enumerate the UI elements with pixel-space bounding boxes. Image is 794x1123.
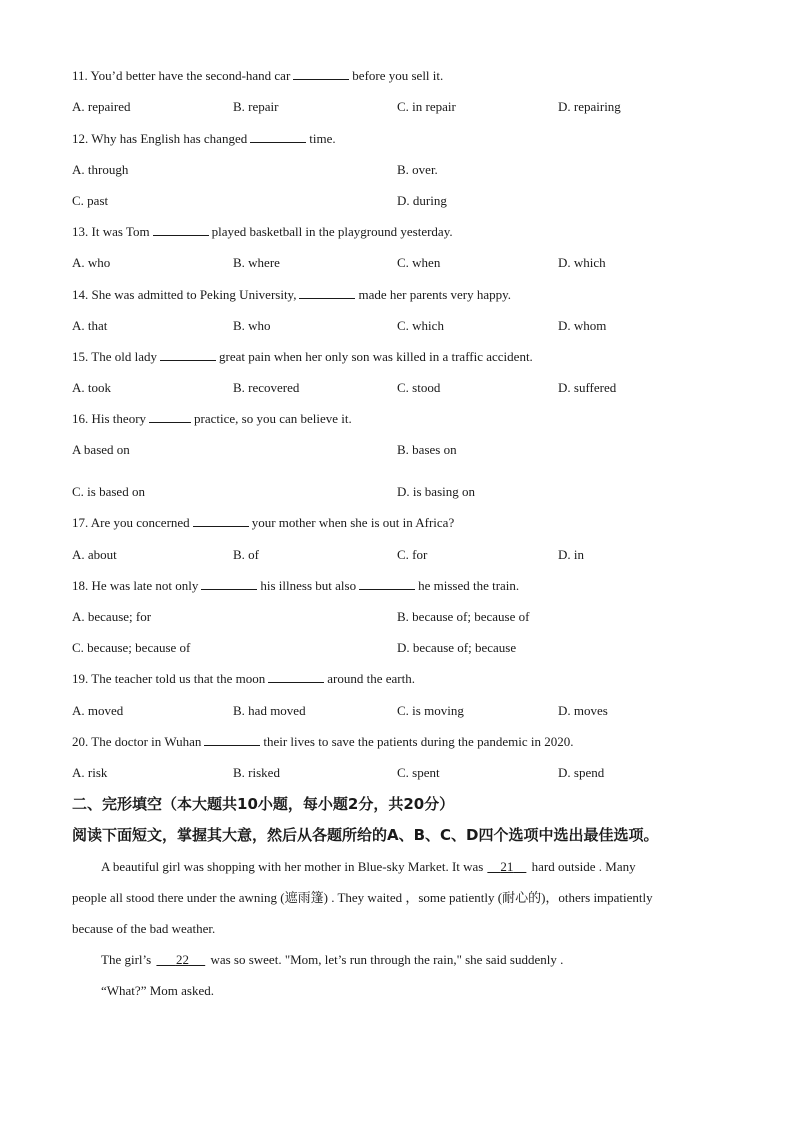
question-stem-end: before you sell it. [352, 68, 444, 83]
question-14 [72, 287, 511, 303]
question-stem-mid: his illness but also [260, 578, 357, 593]
question-stem-end: around the earth. [327, 671, 415, 686]
option-b: B. over. [397, 162, 438, 177]
option-c: C. in repair [397, 99, 456, 114]
question-stem: 20. The doctor in Wuhan [72, 734, 202, 749]
option-a: A. who [72, 255, 111, 270]
option-c: C. spent [397, 765, 440, 780]
answer-blank [193, 515, 249, 527]
option-c: C. which [397, 318, 444, 333]
option-c: C. is based on [72, 484, 145, 499]
question-stem-end: he missed the train. [418, 578, 520, 593]
question-18 [72, 578, 519, 594]
passage-text: The girl’s [101, 952, 152, 967]
question-stem-end: their lives to save the patients during the pandemic in 2020. [263, 734, 574, 749]
answer-blank-2 [359, 578, 415, 590]
option-d: D. spend [558, 765, 605, 780]
question-stem-end: time. [309, 131, 336, 146]
option-d: D. in [558, 547, 584, 562]
option-b: B. who [233, 318, 271, 333]
option-d: D. which [558, 255, 606, 270]
option-b: B. recovered [233, 380, 300, 395]
answer-blank [204, 734, 260, 746]
answer-blank [293, 68, 349, 80]
option-d: D. suffered [558, 380, 617, 395]
option-c: C. past [72, 193, 109, 208]
cloze-number: 22 [175, 952, 189, 967]
question-17 [72, 515, 454, 531]
option-a: A based on [72, 442, 130, 457]
cloze-blank-21 [485, 859, 528, 875]
option-a: A. because; for [72, 609, 152, 624]
option-b: B. because of; because of [397, 609, 530, 624]
option-b: B. of [233, 547, 259, 562]
question-stem-end: played basketball in the playground yesterday. [211, 224, 453, 239]
question-12 [72, 131, 336, 147]
passage-line [101, 952, 741, 968]
option-d: D. whom [558, 318, 607, 333]
passage-line [101, 859, 741, 875]
option-d: D. repairing [558, 99, 621, 114]
answer-blank [299, 287, 355, 299]
question-stem-end: practice, so you can believe it. [194, 411, 352, 426]
question-stem: 19. The teacher told us that the moon [72, 671, 266, 686]
question-stem: 11. You’d better have the second-hand car [72, 68, 291, 83]
option-d: D. moves [558, 703, 608, 718]
option-a: A. took [72, 380, 111, 395]
question-20 [72, 734, 573, 750]
option-c: C. for [397, 547, 428, 562]
question-stem: 18. He was late not only [72, 578, 199, 593]
question-stem: 17. Are you concerned [72, 515, 190, 530]
passage-line: “What?” Mom asked. [101, 983, 214, 998]
question-stem: 16. His theory [72, 411, 147, 426]
option-a: A. through [72, 162, 129, 177]
cloze-blank-22 [154, 952, 207, 968]
option-a: A. about [72, 547, 117, 562]
answer-blank [268, 671, 324, 683]
question-stem: 12. Why has English has changed [72, 131, 248, 146]
option-a: A. repaired [72, 99, 131, 114]
cloze-number: 21 [500, 859, 514, 874]
option-c: C. when [397, 255, 441, 270]
option-b: B. repair [233, 99, 279, 114]
section-heading: 二、完形填空（本大题共10小题，每小题2分，共20分） [72, 795, 455, 813]
option-a: A. risk [72, 765, 108, 780]
passage-text: A beautiful girl was shopping with her mother in Blue-sky Market. It was [101, 859, 484, 874]
question-stem: 14. She was admitted to Peking University, [72, 287, 297, 302]
option-d: D. because of; because [397, 640, 517, 655]
question-stem: 15. The old lady [72, 349, 157, 364]
answer-blank [201, 578, 257, 590]
question-15 [72, 349, 533, 365]
question-16 [72, 411, 352, 427]
option-b: B. risked [233, 765, 280, 780]
question-13 [72, 224, 453, 240]
question-stem-end: made her parents very happy. [358, 287, 512, 302]
answer-blank [153, 224, 209, 236]
option-d: D. during [397, 193, 447, 208]
question-11 [72, 68, 443, 84]
question-19 [72, 671, 415, 687]
answer-blank [160, 349, 216, 361]
option-c: C. because; because of [72, 640, 191, 655]
passage-line: people all stood there under the awning (遮雨篷) . They waited ，some patiently (耐心的)，others impatiently [72, 890, 653, 905]
section-instruction: 阅读下面短文，掌握其大意，然后从各题所给的A、B、C、D四个选项中选出最佳选项。 [72, 826, 659, 844]
passage-text: was so sweet. "Mom, let’s run through the rain," she said suddenly . [210, 952, 564, 967]
option-c: C. stood [397, 380, 441, 395]
option-a: A. moved [72, 703, 124, 718]
question-stem-end: your mother when she is out in Africa? [251, 515, 455, 530]
option-c: C. is moving [397, 703, 464, 718]
option-d: D. is basing on [397, 484, 475, 499]
passage-text: hard outside . Many [531, 859, 636, 874]
answer-blank [250, 131, 306, 143]
question-stem-end: great pain when her only son was killed in a traffic accident. [218, 349, 533, 364]
option-a: A. that [72, 318, 108, 333]
answer-blank [149, 411, 191, 423]
question-stem: 13. It was Tom [72, 224, 150, 239]
option-b: B. bases on [397, 442, 457, 457]
option-b: B. where [233, 255, 280, 270]
passage-line: because of the bad weather. [72, 921, 216, 936]
option-b: B. had moved [233, 703, 306, 718]
